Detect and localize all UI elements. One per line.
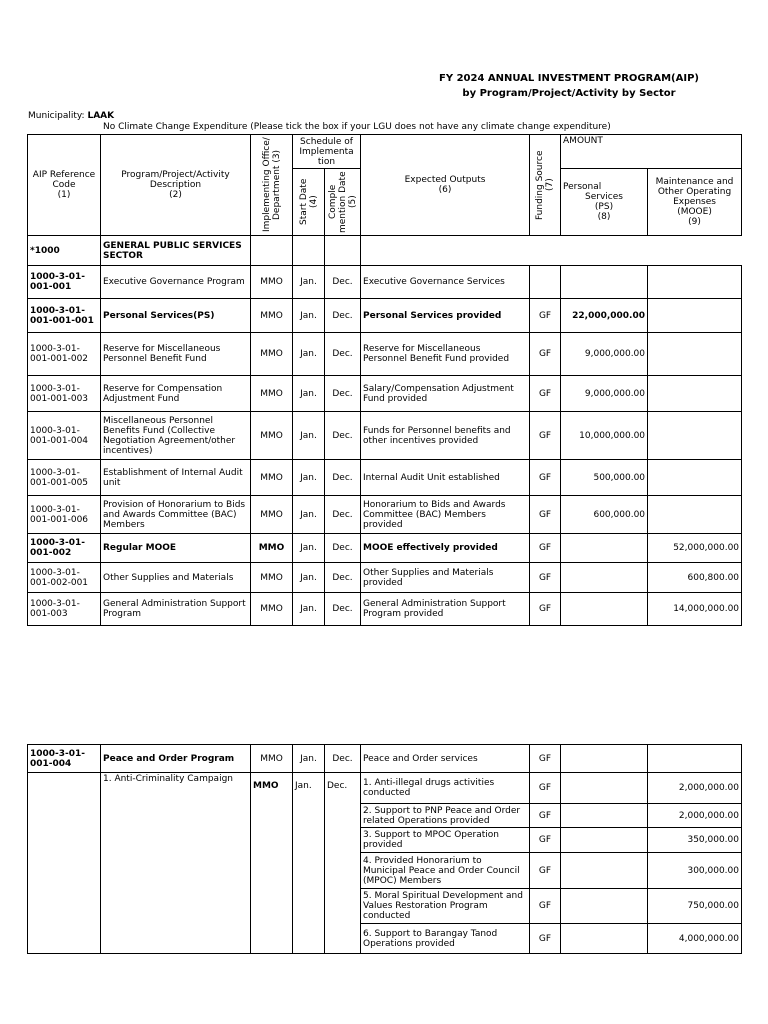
peace-item-fund: GF [530,924,561,954]
peace-item-output: 2. Support to PNP Peace and Order related Operations provided [361,804,530,828]
peace-ps [561,745,648,773]
row-code: 1000-3-01-001-002 [28,534,101,563]
header-ps-line: Services [585,192,623,202]
row-code: 1000-3-01-001-001-006 [28,496,101,534]
row-code: 1000-3-01-001-001-001 [28,299,101,333]
empty-cell [293,236,325,266]
header-office-text: Implementing Office/ Department (3) [261,137,282,233]
row-start: Jan. [293,299,325,333]
peace-item-mooe: 2,000,000.00 [648,773,742,804]
header-outputs-line: (6) [438,185,452,195]
row-office: MMO [251,460,293,496]
peace-mooe [648,745,742,773]
peace-item-fund: GF [530,773,561,804]
empty-cell [530,236,561,266]
row-mooe [648,299,742,333]
row-description: Reserve for Compensation Adjustment Fund [101,376,251,412]
row-output: Honorarium to Bids and Awards Committee (BAC) Members provided [361,496,530,534]
row-end: Dec. [325,333,361,376]
header-mooe-line: Expenses [673,197,716,207]
peace-item-ps [561,804,648,828]
row-fund: GF [530,299,561,333]
header-ref-code [28,135,101,236]
header-ref-line: (1) [57,190,71,200]
table-row [28,563,742,593]
row-ps [561,534,648,563]
row-ps: 9,000,000.00 [561,376,648,412]
row-ps: 600,000.00 [561,496,648,534]
peace-code: 1000-3-01-001-004 [28,745,101,773]
peace-office: MMO [251,745,293,773]
peace-item-fund: GF [530,889,561,924]
empty-cell [561,236,648,266]
peace-item-output: 1. Anti-illegal drugs activities conducted [361,773,530,804]
row-end: Dec. [325,534,361,563]
row-fund: GF [530,534,561,563]
peace-item-ps [561,828,648,853]
row-ps [561,563,648,593]
peace-start: Jan. [293,745,325,773]
header-amount: AMOUNT [561,135,742,169]
row-code: 1000-3-01-001-001-002 [28,333,101,376]
row-description: Personal Services(PS) [101,299,251,333]
peace-sub-office: MMO [251,773,293,954]
table-row [28,333,742,376]
header-schedule: Schedule of Implementa tion [293,135,361,169]
row-mooe: 600,800.00 [648,563,742,593]
row-end: Dec. [325,376,361,412]
header-start-date [293,169,325,236]
table-row [28,496,742,534]
peace-items [28,773,742,954]
header-mooe-line: (9) [688,217,701,227]
peace-fund: GF [530,745,561,773]
row-mooe [648,266,742,299]
peace-item-ps [561,853,648,889]
row-end: Dec. [325,412,361,460]
header-desc-line: Program/Project/Activity [121,170,230,180]
row-ps: 10,000,000.00 [561,412,648,460]
row-mooe [648,376,742,412]
row-mooe [648,496,742,534]
row-description: General Administration Support Program [101,593,251,626]
header-desc-line: Description [149,180,202,190]
municipality-line [28,111,114,121]
row-fund [530,266,561,299]
peace-item-mooe: 350,000.00 [648,828,742,853]
row-code: 1000-3-01-001-001-004 [28,412,101,460]
row-code: 1000-3-01-001-001 [28,266,101,299]
empty-cell [325,236,361,266]
header-ref-line: AIP Reference [32,170,96,180]
header-funding-source [530,135,561,236]
peace-output: Peace and Order services [361,745,530,773]
empty-cell [648,236,742,266]
report-title: FY 2024 ANNUAL INVESTMENT PROGRAM(AIP) [439,73,699,84]
header-expected-outputs [361,135,530,236]
row-office: MMO [251,534,293,563]
sector-code: *1000 [28,236,101,266]
row-output: Internal Audit Unit established [361,460,530,496]
row-mooe [648,412,742,460]
row-end: Dec. [325,563,361,593]
row-end: Dec. [325,593,361,626]
peace-item-output: 5. Moral Spiritual Development and Values Restoration Program conducted [361,889,530,924]
row-office: MMO [251,376,293,412]
row-description: Executive Governance Program [101,266,251,299]
header-mooe-line: Maintenance and [655,177,734,187]
row-mooe: 52,000,000.00 [648,534,742,563]
row-ps: 500,000.00 [561,460,648,496]
row-output: General Administration Support Program provided [361,593,530,626]
row-output: Personal Services provided [361,299,530,333]
row-ps: 9,000,000.00 [561,333,648,376]
row-code: 1000-3-01-001-002-001 [28,563,101,593]
header-ps-line: (8) [597,212,611,222]
peace-item-output: 6. Support to Barangay Tanod Operations provided [361,924,530,954]
peace-item-output: 3. Support to MPOC Operation provided [361,828,530,853]
row-start: Jan. [293,412,325,460]
row-end: Dec. [325,266,361,299]
table-row [28,299,742,333]
peace-item-mooe: 4,000,000.00 [648,924,742,954]
empty-cell [251,236,293,266]
row-output: Reserve for Miscellaneous Personnel Benefit Fund provided [361,333,530,376]
row-mooe [648,460,742,496]
row-office: MMO [251,333,293,376]
row-output: Funds for Personnel benefits and other incentives provided [361,412,530,460]
peace-description: Peace and Order Program [101,745,251,773]
header-mooe-line: Other Operating [657,187,732,197]
table-row [28,412,742,460]
table-row [28,593,742,626]
row-start: Jan. [293,460,325,496]
peace-item-ps [561,773,648,804]
row-office: MMO [251,299,293,333]
peace-item-ps [561,924,648,954]
row-fund: GF [530,376,561,412]
header-funding-text: Funding Source (7) [535,150,556,220]
peace-item-fund: GF [530,853,561,889]
peace-sub-code [28,773,101,954]
program-rows [28,266,742,626]
aip-table [27,134,742,626]
row-fund: GF [530,593,561,626]
municipality-label: Municipality: [28,111,85,121]
row-fund: GF [530,412,561,460]
peace-sub-description: 1. Anti-Criminality Campaign [101,773,251,954]
row-office: MMO [251,412,293,460]
row-ps: 22,000,000.00 [561,299,648,333]
row-office: MMO [251,593,293,626]
peace-item-row [28,773,742,804]
row-office: MMO [251,563,293,593]
table-row [28,266,742,299]
header-description [101,135,251,236]
peace-end: Dec. [325,745,361,773]
peace-item-fund: GF [530,828,561,853]
peace-item-fund: GF [530,804,561,828]
peace-item-mooe: 300,000.00 [648,853,742,889]
row-office: MMO [251,266,293,299]
row-start: Jan. [293,496,325,534]
row-code: 1000-3-01-001-003 [28,593,101,626]
row-output: Other Supplies and Materials provided [361,563,530,593]
header-implementing-office [251,135,293,236]
row-office: MMO [251,496,293,534]
row-description: Miscellaneous Personnel Benefits Fund (Collective Negotiation Agreement/other incentives) [101,412,251,460]
report-subtitle: by Program/Project/Activity by Sector [462,88,676,99]
row-fund: GF [530,460,561,496]
header-end-text: Comple mention Date (5) [327,171,358,233]
peace-sub-start: Jan. [293,773,325,954]
row-fund: GF [530,333,561,376]
row-code: 1000-3-01-001-001-005 [28,460,101,496]
header-completion-date [325,169,361,236]
row-end: Dec. [325,299,361,333]
header-start-text: Start Date (4) [298,178,319,226]
peace-program-row [28,745,742,773]
row-end: Dec. [325,460,361,496]
row-code: 1000-3-01-001-001-003 [28,376,101,412]
row-description: Establishment of Internal Audit unit [101,460,251,496]
row-fund: GF [530,563,561,593]
row-start: Jan. [293,266,325,299]
header-mooe [648,169,742,236]
row-output: MOOE effectively provided [361,534,530,563]
row-output: Executive Governance Services [361,266,530,299]
row-mooe: 14,000,000.00 [648,593,742,626]
table-row [28,534,742,563]
row-description: Provision of Honorarium to Bids and Awards Committee (BAC) Members [101,496,251,534]
peace-item-mooe: 2,000,000.00 [648,804,742,828]
row-start: Jan. [293,534,325,563]
table-row [28,376,742,412]
table-row [28,460,742,496]
peace-sub-end: Dec. [325,773,361,954]
header-ps-line: Personal [563,182,602,192]
row-fund: GF [530,496,561,534]
sector-row [28,236,742,266]
row-description: Other Supplies and Materials [101,563,251,593]
row-start: Jan. [293,333,325,376]
row-description: Regular MOOE [101,534,251,563]
climate-change-note: No Climate Change Expenditure (Please tick the box if your LGU does not have any climate change expenditure) [103,122,611,132]
municipality-name: LAAK [87,111,115,121]
header-desc-line: (2) [169,190,182,200]
header-ps-line: (PS) [594,202,614,212]
row-ps [561,266,648,299]
header-ref-line: Code [52,180,76,190]
row-description: Reserve for Miscellaneous Personnel Benefit Fund [101,333,251,376]
row-start: Jan. [293,593,325,626]
header-mooe-line: (MOOE) [677,207,712,217]
peace-item-mooe: 750,000.00 [648,889,742,924]
peace-item-output: 4. Provided Honorarium to Municipal Peace and Order Council (MPOC) Members [361,853,530,889]
row-end: Dec. [325,496,361,534]
header-personal-services [561,169,648,236]
row-start: Jan. [293,563,325,593]
sector-description: GENERAL PUBLIC SERVICES SECTOR [101,236,251,266]
row-start: Jan. [293,376,325,412]
row-output: Salary/Compensation Adjustment Fund provided [361,376,530,412]
empty-cell [361,236,530,266]
peace-order-table [27,744,742,954]
row-ps [561,593,648,626]
peace-item-ps [561,889,648,924]
row-mooe [648,333,742,376]
header-outputs-line: Expected Outputs [404,175,486,185]
